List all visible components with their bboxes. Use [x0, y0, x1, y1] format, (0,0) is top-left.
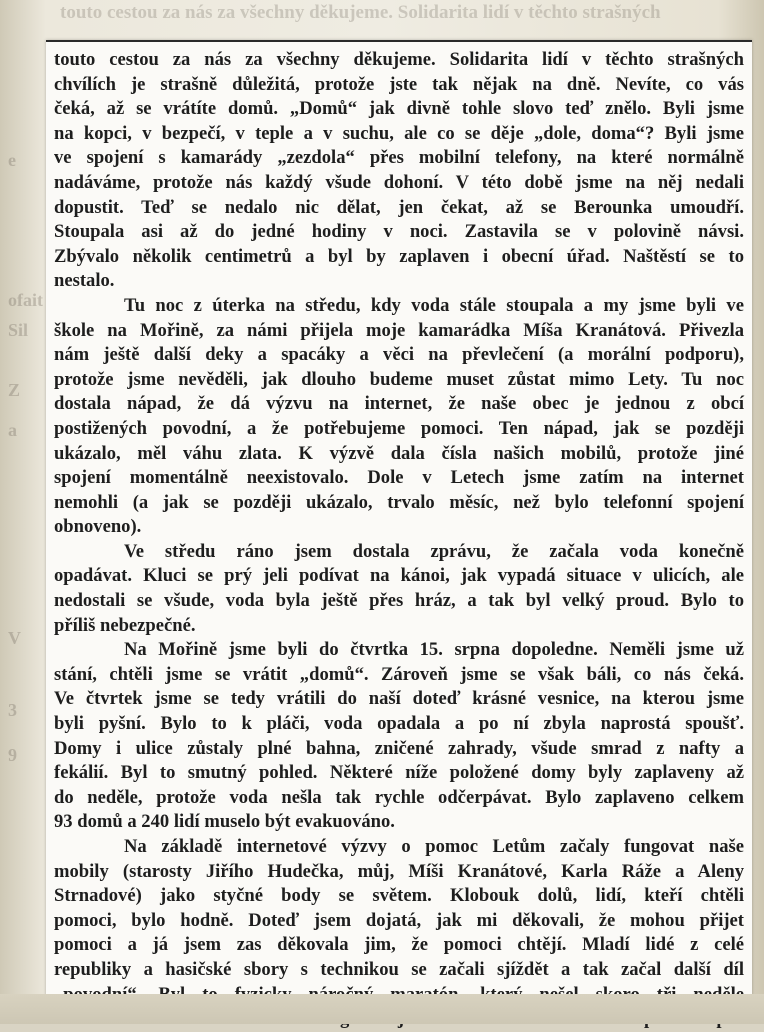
text-line: Domy i ulice zůstaly plné bahna, zničené zahrady, všude smrad z nafty a — [54, 737, 744, 759]
text-line: republiky a hasičské sbory s technikou se začali sjíždět a tak začal další díl — [54, 958, 744, 980]
text-line: mobily (starosty Jiřího Hudečka, můj, Míši Kranátové, Karla Ráže a Aleny — [54, 860, 744, 882]
text-line: dostala nápad, že dá výzvu na internet, že naše obec je jednou z obcí — [54, 393, 744, 415]
ghost-char: e — [8, 150, 16, 170]
text-line: škole na Mořině, za námi přijela moje kamarádka Míša Kranátová. Přivezla — [54, 319, 744, 341]
text-line: opadávat. Kluci se prý jeli podívat na kánoi, jak vypadá situace v ulicích, ale — [54, 565, 744, 587]
text-line: fekálií. Byl to smutný pohled. Některé níže položené domy byly zaplaveny až — [54, 762, 744, 784]
text-line: ukázalo, měl váhu zlata. K výzvě dala čísla našich mobilů, protože jiné — [54, 442, 744, 464]
body-text — [54, 48, 744, 1032]
text-line: nedostali se všude, voda byla ještě přes hráz, a tak byl velký proud. Bylo to — [54, 590, 744, 612]
text-line: Zbývalo několik centimetrů a byl by zaplaven i obecní úřad. Naštěstí se to — [54, 245, 744, 267]
bleed-through-header: touto cestou za nás za všechny děkujeme. Solidarita lidí v těchto strašných — [60, 2, 661, 23]
text-line: dopustit. Teď se nedalo nic dělat, jen čekat, až se Berounka umoudří. — [54, 196, 744, 218]
text-line: chvílích je strašně důležitá, protože jste tak nějak na dně. Nevíte, co vás — [54, 73, 744, 95]
text-line: na kopci, v bezpečí, v teple a v suchu, ale co se děje „dole, doma“? Byli jsme — [54, 122, 744, 144]
ghost-char: 3 — [8, 700, 17, 720]
text-line: postižených povodní, a že potřebujeme pomoci. Ten nápad, jak se později — [54, 417, 744, 439]
text-line: spojení momentálně neexistovalo. Dole v Letech jsme zatím na internet — [54, 467, 744, 489]
text-line: čeká, až se vrátíte domů. „Domů“ jak divně tohle slovo teď znělo. Byli jsme — [54, 98, 744, 120]
text-line: Na Mořině jsme byli do čtvrtka 15. srpna dopoledne. Neměli jsme už — [124, 639, 744, 661]
text-line: Strnadové) jako styčné body se světem. Klobouk dolů, lidí, kteří chtěli — [54, 885, 744, 907]
text-line: ve spojení s kamarády „zezdola“ přes mobilní telefony, na které normálně — [54, 147, 744, 169]
text-line: pomoci, bylo hodně. Doteď jsem dojatá, jak mi děkovali, že mohou přijet — [54, 909, 744, 931]
text-line: stání, chtěli jsme se vrátit „domů“. Zároveň jsme se však báli, co nás čeká. — [54, 663, 744, 685]
text-line: byli pyšní. Bylo to k pláči, voda opadala a po ní zbyla naprostá spoušť. — [54, 713, 744, 735]
text-line: do neděle, protože voda nešla tak rychle odčerpávat. Bylo zaplaveno celkem — [54, 786, 744, 808]
ghost-char: Sil — [8, 320, 29, 340]
text-line: nám ještě další deky a spacáky a věci na převlečení (a morální podporu), — [54, 344, 744, 366]
text-line: příliš nebezpečné. — [54, 614, 196, 636]
ghost-char: V — [8, 628, 21, 648]
text-line: Na základě internetové výzvy o pomoc Letům začaly fungovat naše — [124, 836, 744, 857]
text-line: pomoci a já jsem zas děkovala jim, že pomoci chtějí. Mladí lidé z celé — [54, 934, 744, 956]
ghost-char: 9 — [8, 745, 17, 765]
text-line: Ve středu ráno jsem dostala zprávu, že začala voda konečně — [124, 540, 744, 562]
ghost-char: ofait — [8, 290, 43, 310]
text-line: nemohli (a jak se později ukázalo, trvalo měsíc, než bylo telefonní spojení — [54, 491, 744, 513]
document-page — [46, 40, 752, 996]
text-line: Ve čtvrtek jsme se tedy vrátili do naší doteď krásné vesnice, na kterou jsme — [54, 688, 744, 710]
ghost-char: a — [8, 420, 17, 440]
text-line: touto cestou za nás za všechny děkujeme. Solidarita lidí v těchto strašných — [54, 49, 744, 70]
text-line: nestalo. — [54, 270, 115, 292]
text-line: nadáváme, protože nás každý všude dohoní. V této době jsme na něj nedali — [54, 171, 744, 193]
left-margin-ghost-text — [0, 0, 46, 1024]
ghost-char: Z — [8, 380, 21, 400]
text-line: obnoveno). — [54, 516, 142, 538]
text-line: protože jsme nevěděli, jak dlouho budeme muset zůstat mimo Lety. Tu noc — [54, 368, 744, 390]
text-line: 93 domů a 240 lidí muselo být evakuováno. — [54, 811, 395, 833]
bottom-margin — [0, 994, 764, 1024]
text-line: Tu noc z úterka na středu, kdy voda stále stoupala a my jsme byli ve — [124, 294, 744, 316]
text-line: Stoupala asi až do jedné hodiny v noci. Zastavila se v polovině návsi. — [54, 221, 744, 243]
